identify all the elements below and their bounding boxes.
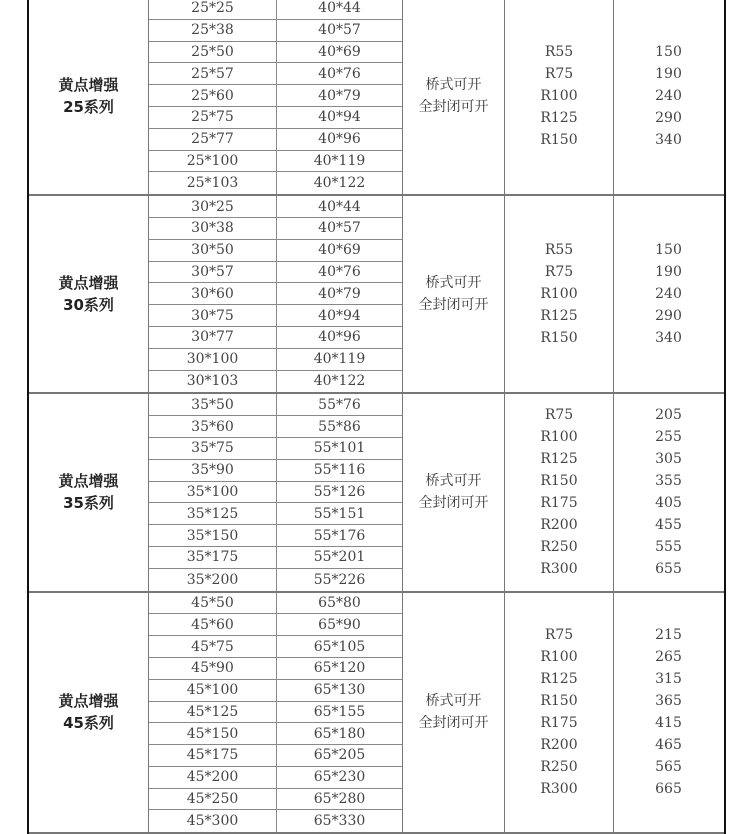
inner-size-cell: 30*57 [149,262,277,283]
outer-size-cell: 65*330 [313,813,366,830]
bend-radius-value: R125 [540,671,578,688]
opening-type-line: 全封闭可开 [418,297,489,314]
outer-size-cell: 40*119 [313,152,366,169]
table-row [149,680,402,702]
bend-radius-value: R55 [544,44,574,61]
length-value: 340 [655,330,682,347]
opening-type-cell [403,593,505,833]
table-row [149,172,402,194]
series-name-cell [29,394,149,590]
length-cell [614,593,723,833]
inner-size-cell: 25*57 [149,63,277,84]
outer-size-cell: 65*105 [313,638,366,655]
inner-size-cell: 25*75 [149,107,277,128]
outer-size-cell: 40*96 [318,131,361,148]
outer-size-cell: 40*119 [313,351,366,368]
table-row [149,416,402,438]
outer-size-cell: 65*90 [318,616,361,633]
table-row [149,460,402,482]
inner-size-cell: 45*250 [149,789,277,810]
bend-radius-value: R125 [540,451,578,468]
bend-radius-value: R150 [540,132,578,149]
bend-radius-value: R75 [544,264,574,281]
inner-size-cell: 30*25 [149,196,277,217]
bend-radius-value: R200 [540,517,578,534]
size-list [149,394,403,590]
inner-size-cell: 30*100 [149,349,277,370]
table-row [149,327,402,349]
opening-type-cell [403,0,505,194]
length-value: 555 [655,539,682,556]
outer-size-cell: 55*86 [318,418,361,435]
bend-radius-cell [505,394,614,590]
length-value: 290 [655,308,682,325]
inner-size-cell: 45*125 [149,702,277,723]
opening-type-line: 全封闭可开 [418,99,489,116]
series-group [29,593,724,834]
inner-size-cell: 25*100 [149,151,277,172]
inner-size-cell: 30*60 [149,283,277,304]
inner-size-cell: 45*50 [149,593,277,614]
table-row [149,767,402,789]
length-value: 190 [655,264,682,281]
bend-radius-value: R150 [540,330,578,347]
table-row [149,107,402,129]
inner-size-cell: 25*50 [149,42,277,63]
bend-radius-value: R175 [540,495,578,512]
inner-size-cell: 45*100 [149,680,277,701]
outer-size-cell: 65*120 [313,660,366,677]
outer-size-cell: 55*201 [313,549,366,566]
outer-size-cell: 40*44 [318,198,361,215]
table-row [149,262,402,284]
length-value: 305 [655,451,682,468]
table-row [149,196,402,218]
outer-size-cell: 55*226 [313,571,366,588]
opening-type-cell [403,394,505,590]
outer-size-cell: 65*280 [313,791,366,808]
series-name-line: 黄点增强 [58,274,119,293]
series-name-line: 黄点增强 [58,472,119,491]
inner-size-cell: 35*60 [149,416,277,437]
inner-size-cell: 25*77 [149,129,277,150]
inner-size-cell: 45*75 [149,636,277,657]
inner-size-cell: 45*200 [149,767,277,788]
outer-size-cell: 40*79 [318,87,361,104]
bend-radius-value: R125 [540,110,578,127]
inner-size-cell: 30*75 [149,305,277,326]
bend-radius-value: R75 [544,627,574,644]
length-cell [614,0,723,194]
series-name-cell [29,593,149,833]
bend-radius-value: R100 [540,429,578,446]
table-row [149,636,402,658]
length-value: 290 [655,110,682,127]
length-value: 215 [655,627,682,644]
table-row [149,482,402,504]
inner-size-cell: 35*100 [149,482,277,503]
inner-size-cell: 25*25 [149,0,277,19]
length-value: 355 [655,473,682,490]
inner-size-cell: 35*50 [149,394,277,415]
series-name-line: 45系列 [63,714,114,733]
table-row [149,63,402,85]
length-value: 150 [655,242,682,259]
series-group [29,0,724,196]
outer-size-cell: 40*94 [318,109,361,126]
table-row [149,503,402,525]
table-row [149,151,402,173]
table-row [149,20,402,42]
table-row [149,349,402,371]
outer-size-cell: 65*130 [313,682,366,699]
table-row [149,85,402,107]
table-row [149,42,402,64]
outer-size-cell: 55*151 [313,505,366,522]
outer-size-cell: 40*122 [313,175,366,192]
inner-size-cell: 30*50 [149,240,277,261]
length-cell [614,196,723,392]
outer-size-cell: 65*230 [313,769,366,786]
table-row [149,723,402,745]
bend-radius-value: R250 [540,759,578,776]
table-row [149,305,402,327]
length-value: 240 [655,286,682,303]
series-name-line: 35系列 [63,494,114,513]
bend-radius-value: R300 [540,561,578,578]
inner-size-cell: 25*38 [149,20,277,41]
series-name-cell [29,196,149,392]
length-value: 415 [655,715,682,732]
bend-radius-value: R55 [544,242,574,259]
inner-size-cell: 35*175 [149,547,277,568]
bend-radius-value: R200 [540,737,578,754]
length-value: 190 [655,66,682,83]
series-group [29,196,724,394]
outer-size-cell: 40*94 [318,307,361,324]
outer-size-cell: 40*79 [318,285,361,302]
inner-size-cell: 35*200 [149,569,277,591]
opening-type-line: 桥式可开 [425,473,482,490]
table-row [149,547,402,569]
length-value: 240 [655,88,682,105]
inner-size-cell: 25*60 [149,85,277,106]
series-name-line: 25系列 [63,98,114,117]
bend-radius-value: R150 [540,473,578,490]
table-row [149,0,402,20]
length-value: 150 [655,44,682,61]
inner-size-cell: 25*103 [149,172,277,194]
outer-size-cell: 40*76 [318,65,361,82]
table-row [149,438,402,460]
length-value: 665 [655,781,682,798]
outer-size-cell: 40*44 [318,0,361,17]
table-row [149,394,402,416]
table-row [149,569,402,591]
bend-radius-value: R75 [544,407,574,424]
outer-size-cell: 55*176 [313,527,366,544]
table-row [149,702,402,724]
opening-type-line: 桥式可开 [425,693,482,710]
table-row [149,129,402,151]
opening-type-line: 全封闭可开 [418,715,489,732]
length-value: 205 [655,407,682,424]
outer-size-cell: 65*180 [313,725,366,742]
inner-size-cell: 45*300 [149,810,277,832]
bend-radius-value: R250 [540,539,578,556]
size-list [149,196,403,392]
inner-size-cell: 45*90 [149,658,277,679]
outer-size-cell: 65*155 [313,703,366,720]
bend-radius-value: R100 [540,649,578,666]
inner-size-cell: 45*150 [149,723,277,744]
table-row [149,240,402,262]
opening-type-line: 桥式可开 [425,77,482,94]
length-value: 655 [655,561,682,578]
length-value: 265 [655,649,682,666]
length-value: 255 [655,429,682,446]
inner-size-cell: 45*175 [149,745,277,766]
bend-radius-value: R100 [540,286,578,303]
length-value: 340 [655,132,682,149]
table-row [149,745,402,767]
inner-size-cell: 30*103 [149,371,277,393]
outer-size-cell: 55*126 [313,483,366,500]
size-list [149,593,403,833]
bend-radius-value: R100 [540,88,578,105]
outer-size-cell: 55*76 [318,396,361,413]
inner-size-cell: 35*75 [149,438,277,459]
table-row [149,283,402,305]
table-row [149,789,402,811]
inner-size-cell: 35*150 [149,525,277,546]
spec-table [27,0,726,834]
inner-size-cell: 45*60 [149,614,277,635]
opening-type-cell [403,196,505,392]
inner-size-cell: 30*77 [149,327,277,348]
bend-radius-value: R125 [540,308,578,325]
bend-radius-value: R300 [540,781,578,798]
length-value: 455 [655,517,682,534]
outer-size-cell: 40*69 [318,43,361,60]
opening-type-line: 全封闭可开 [418,495,489,512]
length-cell [614,394,723,590]
outer-size-cell: 40*69 [318,242,361,259]
outer-size-cell: 40*57 [318,22,361,39]
bend-radius-cell [505,593,614,833]
inner-size-cell: 30*38 [149,218,277,239]
table-row [149,810,402,832]
series-name-line: 黄点增强 [58,692,119,711]
outer-size-cell: 55*116 [313,462,366,479]
length-value: 365 [655,693,682,710]
series-group [29,394,724,592]
bend-radius-value: R175 [540,715,578,732]
outer-size-cell: 40*57 [318,220,361,237]
table-row [149,593,402,615]
table-row [149,614,402,636]
outer-size-cell: 40*76 [318,263,361,280]
length-value: 315 [655,671,682,688]
table-row [149,371,402,393]
table-row [149,218,402,240]
bend-radius-value: R150 [540,693,578,710]
outer-size-cell: 40*122 [313,373,366,390]
length-value: 465 [655,737,682,754]
opening-type-line: 桥式可开 [425,275,482,292]
outer-size-cell: 65*80 [318,594,361,611]
bend-radius-cell [505,196,614,392]
table-row [149,658,402,680]
inner-size-cell: 35*90 [149,460,277,481]
outer-size-cell: 40*96 [318,329,361,346]
table-row [149,525,402,547]
series-name-line: 黄点增强 [58,76,119,95]
length-value: 565 [655,759,682,776]
bend-radius-cell [505,0,614,194]
inner-size-cell: 35*125 [149,503,277,524]
series-name-cell [29,0,149,194]
length-value: 405 [655,495,682,512]
size-list [149,0,403,194]
bend-radius-value: R75 [544,66,574,83]
outer-size-cell: 55*101 [313,440,366,457]
series-name-line: 30系列 [63,296,114,315]
outer-size-cell: 65*205 [313,747,366,764]
